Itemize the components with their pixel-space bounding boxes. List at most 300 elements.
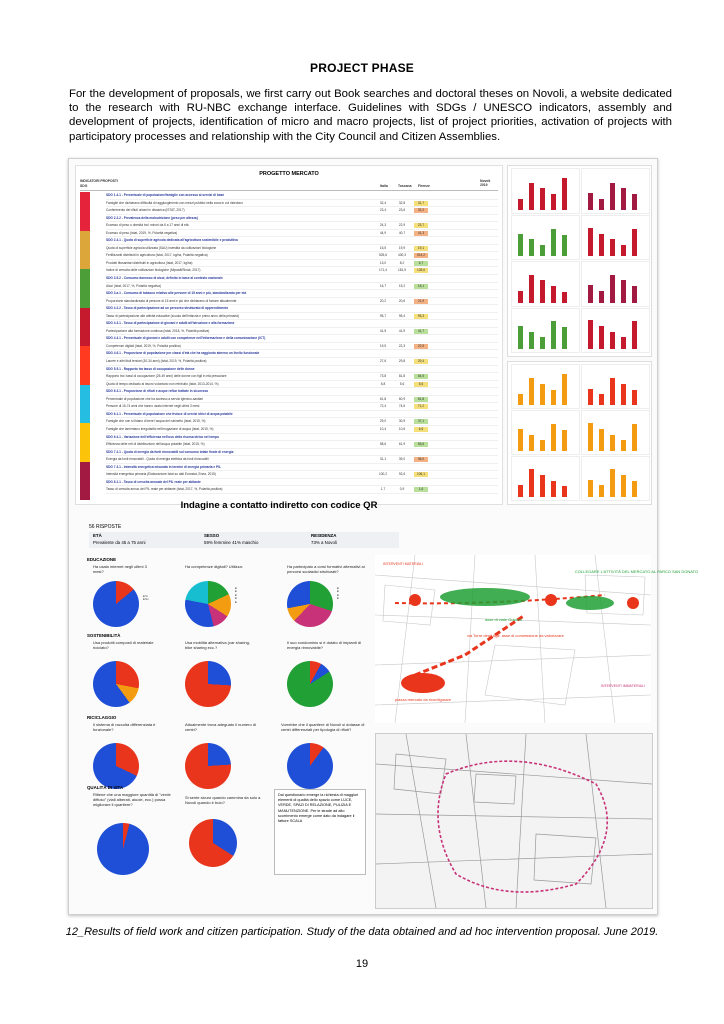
table-row bbox=[106, 328, 498, 336]
mini-bar bbox=[610, 435, 615, 451]
toscana-value: 430,3 bbox=[398, 253, 406, 258]
mini-bar bbox=[540, 245, 545, 256]
sdg-strip-segment bbox=[80, 192, 90, 231]
mini-chart bbox=[511, 261, 580, 307]
firenze-value: 95,3 bbox=[414, 314, 428, 319]
intervention-map-drawing bbox=[375, 555, 699, 723]
indicator-text: SDG 7.2.1 - Quota di energia da fonti rinnovabili sul consumo totale finale di energia bbox=[106, 449, 234, 454]
table-row bbox=[106, 479, 498, 487]
mini-bar bbox=[599, 485, 604, 497]
sdg-strip-segment bbox=[80, 385, 90, 424]
mini-bar bbox=[562, 292, 567, 303]
italia-value: 31,1 bbox=[379, 457, 387, 462]
indicator-text: Prodotti fitosanitari distribuiti in agricoltura (Istat, 2017, kg/ha) bbox=[106, 260, 193, 265]
table-row bbox=[106, 381, 498, 389]
toscana-value: 8,2 bbox=[399, 260, 405, 265]
italia-value: 10,4 bbox=[379, 426, 387, 431]
mini-bar bbox=[610, 378, 615, 405]
mini-bar bbox=[518, 199, 523, 210]
mini-bar bbox=[562, 235, 567, 256]
mini-bar bbox=[632, 194, 637, 210]
legend-internet: ■ Sì ■ No bbox=[143, 595, 149, 602]
toscana-value: 95,4 bbox=[398, 313, 406, 318]
mini-bar bbox=[632, 424, 637, 451]
age-label: ETÀ bbox=[93, 533, 102, 538]
firenze-value: 6,7 bbox=[414, 261, 428, 266]
sdg-charts-top bbox=[507, 165, 652, 357]
question-mobility: Usa mobilità alternativa (car sharing, bike sharing ecc.? bbox=[185, 640, 250, 650]
firenze-value: 71,2 bbox=[414, 404, 428, 409]
table-row bbox=[106, 418, 498, 426]
mini-chart bbox=[581, 261, 650, 307]
sdg-strip-segment bbox=[80, 269, 90, 308]
mini-bar bbox=[610, 332, 615, 349]
indicator-text: Intensità energetica primaria (Elaborazione Istat su dati Eurostat, Enea, 2015) bbox=[106, 472, 216, 477]
toscana-value: 5,6 bbox=[399, 381, 405, 386]
indicator-text: Fertilizzanti distribuiti in agricoltura (Istat, 2017, kg/ha, Polarità negativa) bbox=[106, 253, 208, 258]
firenze-value: 6,6 bbox=[414, 427, 428, 432]
italia-value: 58,6 bbox=[379, 442, 387, 447]
table-row bbox=[106, 298, 498, 306]
italia-value: 5,8 bbox=[380, 381, 386, 386]
mini-bar bbox=[621, 188, 626, 209]
col-sdg: SDG bbox=[80, 184, 88, 188]
pie-recycled bbox=[93, 661, 139, 707]
mini-bar bbox=[540, 188, 545, 209]
mini-bar bbox=[551, 229, 556, 256]
mini-bar bbox=[518, 485, 523, 497]
mini-bar bbox=[551, 321, 556, 349]
legend-digital: ■ ■ ■ ■ ■ bbox=[235, 587, 237, 604]
mini-bar bbox=[632, 229, 637, 256]
sdg-strip-segment bbox=[80, 423, 90, 462]
toscana-value: 181,5 bbox=[398, 268, 406, 273]
intervention-map bbox=[375, 555, 699, 723]
toscana-value: 0,9 bbox=[399, 487, 405, 492]
table-row bbox=[106, 403, 498, 411]
col-indicators: INDICATORI PROPOSTI bbox=[80, 179, 118, 183]
table-row bbox=[106, 260, 498, 268]
mini-bar bbox=[621, 440, 626, 451]
mini-bar bbox=[610, 469, 615, 497]
map-label-guidoni: asse di viale Guidoni bbox=[485, 617, 522, 622]
indicator-text: SDG 6.3.1 - Proporzione di rifiuti e acque reflue trattate in sicurezza bbox=[106, 389, 208, 394]
italia-value: 16,7 bbox=[379, 283, 387, 288]
pie-digital bbox=[185, 581, 231, 627]
mini-bar bbox=[540, 440, 545, 451]
mini-bar bbox=[621, 245, 626, 256]
table-row bbox=[106, 305, 498, 313]
indicator-text: Energia da fonti rinnovabili - Quota di energia elettrica da fonti rinnovabili bbox=[106, 457, 209, 462]
table-row bbox=[106, 335, 498, 343]
pie-courses bbox=[287, 581, 333, 627]
indicator-text: SDG 4.6.1 - Proporzione di popolazione per classi d'età che ha raggiunto almeno un livello funzionale bbox=[106, 351, 260, 356]
toscana-value: 60,9 bbox=[398, 396, 406, 401]
mini-bar bbox=[562, 327, 567, 349]
firenze-value: 36,0 bbox=[414, 457, 428, 462]
table-row bbox=[106, 320, 498, 328]
indicator-text: Percentuale di popolazione che ha accesso a servizi igienico-sanitari bbox=[106, 396, 204, 401]
mini-bar bbox=[621, 337, 626, 349]
question-energy: Il suo condominio si è dotato di impianti di energia rinnovabile? bbox=[287, 640, 362, 650]
indicator-text: Indice di crescita delle coltivazioni biologiche (Mipaaft/Sinab, 2017) bbox=[106, 268, 201, 273]
table-row bbox=[106, 245, 498, 253]
indicator-text: Eccesso di peso o obesità tra i minori da 6 a 17 anni di età bbox=[106, 223, 189, 228]
table-row bbox=[106, 222, 498, 230]
indicator-text: SDG 1.4.1 - Percentuale di popolazione/famiglie con accesso ai servizi di base bbox=[106, 193, 225, 197]
toscana-value: 29,8 bbox=[398, 359, 406, 364]
pie-mobility bbox=[185, 661, 231, 707]
mini-bar bbox=[551, 481, 556, 497]
demographics-bar bbox=[89, 532, 399, 548]
firenze-value: 19,1 bbox=[414, 246, 428, 251]
firenze-value: 41,7 bbox=[414, 329, 428, 334]
firenze-value: 1,6 bbox=[414, 487, 428, 492]
section-sustainability: SOSTENIBILITÀ bbox=[87, 633, 121, 638]
firenze-value: 5,6 bbox=[414, 382, 428, 387]
mini-bar bbox=[632, 321, 637, 349]
mini-chart bbox=[511, 215, 580, 261]
italia-value: 1,7 bbox=[380, 487, 386, 492]
map-label-connect: COLLEGARE L'ATTIVITÀ DEL MERCATO AL PARCO SAN DONATO bbox=[575, 569, 699, 574]
age-value: Prevalente da 45 a 75 anni bbox=[93, 540, 146, 545]
pie-green bbox=[97, 823, 149, 875]
indicator-text: SDG 3.5.2 - Consumo dannoso di alcol, definito in base al contesto nazionale bbox=[106, 276, 223, 281]
table-row bbox=[106, 434, 498, 442]
mini-bar bbox=[562, 430, 567, 451]
sdg-charts-mid bbox=[507, 361, 652, 505]
table-row bbox=[106, 200, 498, 208]
toscana-value: 22,9 bbox=[398, 223, 406, 228]
table-row bbox=[106, 313, 498, 321]
indicator-text: SDG 4.4.1 - Percentuale di giovani e adulti con competenze nell'informazione e della comunicazione (ICT) bbox=[106, 336, 266, 341]
aerial-map bbox=[375, 733, 653, 909]
sdg-color-strip bbox=[80, 192, 90, 500]
indicator-text: SDG 5.5.1 - Rapporto tra tasso di occupazione delle donne bbox=[106, 366, 195, 371]
firenze-value: 31,7 bbox=[414, 201, 428, 206]
mini-bar bbox=[588, 480, 593, 497]
indicator-text: SDG 7.3.1 - Intensità energetica misurata in termini di energia primaria e PIL bbox=[106, 464, 221, 469]
indicator-text: Alcol (Istat, 2017, %, Polarità negativa) bbox=[106, 283, 161, 288]
italia-value: 15,5 bbox=[379, 245, 387, 250]
aerial-map-drawing bbox=[376, 734, 652, 908]
mini-bar bbox=[518, 394, 523, 405]
firenze-value: 64,5 bbox=[414, 374, 428, 379]
survey-conclusion: Dal questionario emerge la richiesta di maggiori elementi di qualità dello spazio come LUCE, VERDE, SPAZI DI RELAZIONE, PULIZIA E MANUTENZIONE. Per le strade ad alto scorrimento emerge come dato da indagare il fattore SCALA bbox=[274, 789, 366, 875]
toscana-value: 15,2 bbox=[398, 283, 406, 288]
mini-bar bbox=[588, 389, 593, 405]
table-row bbox=[106, 343, 498, 351]
toscana-value: 20,6 bbox=[398, 298, 406, 303]
mini-bar bbox=[529, 469, 534, 497]
italia-value: 61,8 bbox=[379, 396, 387, 401]
table-row bbox=[106, 441, 498, 449]
indicator-text: Quota di superficie agricola utilizzata (SAU) investita da coltivazioni biologiche bbox=[106, 245, 217, 250]
toscana-value: 10,6 bbox=[398, 426, 406, 431]
question-courses: Ha partecipato a corsi formativi alternativi ai percorsi scolastici strutturati? bbox=[287, 564, 365, 574]
indicator-text: Quota di tempo dedicato al lavoro volontario non retribuito (Istat, 2013-2014, %) bbox=[106, 381, 219, 386]
mini-bar bbox=[599, 199, 604, 210]
mini-chart bbox=[581, 456, 650, 501]
section-education: EDUCAZIONE bbox=[87, 557, 117, 562]
firenze-value: 18,1 bbox=[414, 284, 428, 289]
sdg-strip-segment bbox=[80, 462, 90, 501]
mini-bar bbox=[610, 183, 615, 210]
italia-value: 13,0 bbox=[379, 260, 387, 265]
firenze-value: 61,8 bbox=[414, 397, 428, 402]
firenze-value: 106,1 bbox=[414, 472, 428, 477]
table-row bbox=[106, 207, 498, 215]
sdg-strip-segment bbox=[80, 308, 90, 347]
mini-chart bbox=[581, 410, 650, 455]
figure-panel bbox=[68, 158, 699, 915]
pie-differentiated bbox=[287, 743, 333, 789]
table-row bbox=[106, 471, 498, 479]
mini-bar bbox=[529, 332, 534, 349]
firenze-value: 37,1 bbox=[414, 419, 428, 424]
mini-bar bbox=[632, 286, 637, 303]
firenze-value: 55,6 bbox=[414, 442, 428, 447]
table-row bbox=[106, 456, 498, 464]
question-green: Ritiene che una maggiore quantità di "verde diffuso" (viali alberati, aiuole, ecc.) possa migliorare il quartiere? bbox=[93, 792, 171, 807]
indicator-text: Rapporto tra i tassi di occupazione (25-49 anni) delle donne con figli in età prescolare bbox=[106, 374, 227, 379]
table-rows bbox=[106, 192, 498, 500]
indicator-text: Efficienza delle reti di distribuzione dell'acqua potabile (Istat, 2015, %) bbox=[106, 442, 205, 447]
toscana-value: 61,9 bbox=[398, 442, 406, 447]
table-row bbox=[106, 230, 498, 238]
table-row bbox=[106, 396, 498, 404]
italia-value: 27,6 bbox=[379, 359, 387, 364]
toscana-value: 19,9 bbox=[398, 245, 406, 250]
indicator-text: SDG 3.a.1 - Consumo di tabacco relativo alle persone di 15 anni e più, standardizzato per età bbox=[106, 291, 247, 296]
table-row bbox=[106, 426, 498, 434]
indicator-text: Proporzione standardizzata di persone di 15 anni e più che dichiarano di fumare attualmente bbox=[106, 298, 237, 303]
indicator-text: Famiglie che non si fidano di bere l'acqua del rubinetto (Istat, 2019, %) bbox=[106, 419, 206, 424]
residence-value: 73% a Novoli bbox=[311, 540, 337, 545]
table-row bbox=[106, 290, 498, 298]
pie-waste-system bbox=[93, 743, 139, 789]
mini-chart bbox=[581, 215, 650, 261]
table-row bbox=[106, 358, 498, 366]
table-row bbox=[106, 252, 498, 260]
toscana-value: 40,7 bbox=[398, 230, 406, 235]
indicator-text: SDG 8.1.1 - Tasso di crescita annuale del PIL reale per abitante bbox=[106, 479, 201, 484]
mini-bar bbox=[540, 475, 545, 497]
market-table-title: PROGETTO MERCATO bbox=[259, 171, 319, 177]
italia-value: 24,3 bbox=[379, 223, 387, 228]
section-quality: QUALITÀ DI VITA bbox=[87, 785, 124, 790]
firenze-value: 128,6 bbox=[414, 268, 428, 273]
responses-count: 56 RISPOSTE bbox=[89, 524, 122, 530]
mini-chart bbox=[511, 168, 580, 214]
mini-bar bbox=[529, 239, 534, 256]
italia-value: 72,4 bbox=[379, 404, 387, 409]
firenze-value: 41,3 bbox=[414, 231, 428, 236]
indicator-text: SDG 4.2.2 - Tasso di partecipazione ad un percorso strutturato di apprendimento bbox=[106, 306, 229, 311]
mini-bar bbox=[599, 429, 604, 451]
mini-chart bbox=[511, 410, 580, 455]
question-internet: Ha usato internet negli ultimi 3 mesi? bbox=[93, 564, 147, 574]
firenze-value: 32,2 bbox=[414, 208, 428, 213]
toscana-value: 22,3 bbox=[398, 343, 406, 348]
table-row bbox=[106, 215, 498, 223]
pie-centers bbox=[185, 743, 231, 789]
pie-energy bbox=[287, 661, 333, 707]
mini-bar bbox=[529, 435, 534, 451]
table-row bbox=[106, 411, 498, 419]
mini-bar bbox=[588, 285, 593, 302]
mini-bar bbox=[632, 481, 637, 497]
indicator-text: Famiglie che lamentano irregolarità nell'erogazione di acqua (Istat, 2019, %) bbox=[106, 426, 214, 431]
mini-bar bbox=[632, 390, 637, 405]
question-recycled: Usa prodotti composti di materiale riciclato? bbox=[93, 640, 154, 650]
mini-chart bbox=[581, 308, 650, 354]
table-row bbox=[106, 283, 498, 291]
mini-bar bbox=[540, 337, 545, 349]
indicator-text: Eccesso di peso (Istat, 2019, %, Polarità negativa) bbox=[106, 230, 178, 235]
indicator-text: Competenze digitali (Istat, 2019, %, Polarità positiva) bbox=[106, 343, 181, 348]
mini-bar bbox=[588, 423, 593, 451]
sdg-strip-segment bbox=[80, 346, 90, 385]
indicator-text: SDG 2.4.1 - Quota di superficie agricola dedicata all'agricoltura sostenibile e produttiva bbox=[106, 238, 238, 243]
mini-bar bbox=[518, 326, 523, 349]
mini-chart bbox=[511, 456, 580, 501]
italia-value: 20,2 bbox=[379, 298, 387, 303]
mini-bar bbox=[588, 320, 593, 349]
italia-value: 95,7 bbox=[379, 313, 387, 318]
mini-bar bbox=[540, 384, 545, 405]
italia-value: 32,4 bbox=[379, 200, 387, 205]
firenze-value: 22,5 bbox=[414, 344, 428, 349]
italia-value: 19,5 bbox=[379, 343, 387, 348]
mini-bar bbox=[562, 374, 567, 405]
mini-bar bbox=[518, 429, 523, 451]
mini-bar bbox=[529, 183, 534, 210]
table-row bbox=[106, 373, 498, 381]
mini-bar bbox=[551, 286, 556, 303]
page-heading: PROJECT PHASE bbox=[310, 61, 414, 75]
indicator-text: SDG 4.3.1 - Tasso di partecipazione di giovani e adulti all'istruzione e alla formazione bbox=[106, 321, 235, 326]
mini-bar bbox=[551, 194, 556, 210]
mini-chart bbox=[511, 364, 580, 409]
survey-title: Indagine a contatto indiretto con codice QR bbox=[180, 500, 378, 511]
italia-value: 23,4 bbox=[379, 208, 387, 213]
mini-bar bbox=[599, 291, 604, 303]
question-centers: Attualmente trova adeguato il numero di centri? bbox=[185, 722, 256, 732]
toscana-value: 92,6 bbox=[398, 472, 406, 477]
question-safety: Si sente sicuro quando cammina da solo a Novoli quando è buio? bbox=[185, 795, 261, 805]
mini-chart bbox=[581, 364, 650, 409]
indicator-text: SDG 2.2.2 - Prevalenza della malnutrizione (peso per altezza) bbox=[106, 215, 198, 220]
mini-chart bbox=[581, 168, 650, 214]
toscana-value: 30,9 bbox=[398, 419, 406, 424]
indicator-text: Lauree e altri titoli terziari (30-34 anni) (Istat, 2019, %, Polarità positiva) bbox=[106, 359, 207, 364]
mini-bar bbox=[562, 178, 567, 210]
pie-internet bbox=[93, 581, 139, 627]
map-label-immaterial: INTERVENTI IMMATERIALI bbox=[601, 684, 645, 688]
mini-bar bbox=[540, 280, 545, 302]
toscana-value: 41,9 bbox=[398, 328, 406, 333]
indicator-text: Famiglie che dichiarano difficoltà di raggiungimento con mezzi pubblici nella zona in cui risiedono bbox=[106, 200, 243, 205]
indicator-text: SDG 6.1.1 - Percentuale di popolazione che fruisce di servizi idrici di acqua potabile bbox=[106, 411, 233, 416]
firenze-value: 514,2 bbox=[414, 253, 428, 258]
toscana-value: 74,6 bbox=[398, 404, 406, 409]
indicator-text: Conferimento dei rifiuti urbani in discarica (ISTAT, 2017) bbox=[106, 208, 185, 213]
market-table bbox=[75, 165, 503, 505]
mini-bar bbox=[610, 275, 615, 303]
firenze-value: 21,9 bbox=[414, 299, 428, 304]
map-label-square: piazza mercato da riconfigurare bbox=[395, 697, 452, 702]
table-row bbox=[106, 449, 498, 457]
pie-safety bbox=[189, 819, 237, 867]
mini-bar bbox=[588, 193, 593, 210]
indicator-text: SDG 6.4.1 - Variazione dell'efficienza nell'uso della risorsa idrica nel tempo bbox=[106, 434, 219, 439]
table-row bbox=[106, 366, 498, 374]
italia-value: 73,8 bbox=[379, 374, 387, 379]
table-row bbox=[106, 275, 498, 283]
italia-value: 29,0 bbox=[379, 419, 387, 424]
toscana-value: 23,6 bbox=[398, 208, 406, 213]
mini-bar bbox=[599, 234, 604, 256]
mini-bar bbox=[610, 239, 615, 256]
italia-value: 44,9 bbox=[379, 230, 387, 235]
sex-value: 59% femmine 41% maschio bbox=[204, 540, 259, 545]
map-label-material: INTERVENTI MATERIALI bbox=[383, 562, 423, 566]
mini-bar bbox=[529, 275, 534, 303]
table-row bbox=[106, 486, 498, 494]
mini-bar bbox=[621, 280, 626, 302]
indicator-text: Tasso di partecipazione alle attività educative (scuola dell'infanzia e primo anno della primaria) bbox=[106, 313, 239, 318]
table-header bbox=[80, 178, 498, 191]
question-digital: Ha competenze digitali? Utilizza: bbox=[185, 564, 243, 569]
mini-bar bbox=[562, 486, 567, 497]
indicator-text: Tasso di crescita annuo del PIL reale per abitante (Istat, 2017, %, Polarità positiva) bbox=[106, 487, 223, 492]
firenze-value: 23,7 bbox=[414, 223, 428, 228]
italia-value: 100,2 bbox=[379, 472, 387, 477]
page-number: 19 bbox=[355, 958, 369, 970]
indicator-text: Persone di 15-74 anni che hanno usato internet negli ultimi 3 mesi bbox=[106, 404, 200, 409]
sdg-strip-segment bbox=[80, 231, 90, 270]
legend-courses: ■ ■ ■ ■ bbox=[337, 587, 339, 601]
col-firenze: Firenze bbox=[418, 184, 430, 188]
table-row bbox=[106, 350, 498, 358]
table-row bbox=[106, 192, 498, 200]
mini-bar bbox=[551, 390, 556, 405]
col-toscana: Toscana bbox=[398, 184, 412, 188]
mini-bar bbox=[621, 384, 626, 405]
toscana-value: 32,8 bbox=[398, 200, 406, 205]
mini-bar bbox=[599, 326, 604, 349]
mini-bar bbox=[621, 475, 626, 497]
italia-value: 41,5 bbox=[379, 328, 387, 333]
mini-bar bbox=[551, 424, 556, 451]
map-label-axis: via Torre degli Agli: asse di connessione da valorizzare bbox=[467, 633, 564, 638]
table-row bbox=[106, 388, 498, 396]
figure-caption: 12_Results of field work and citizen participation. Study of the data obtained and ad hoc intervention proposal. June 2019. bbox=[65, 926, 659, 938]
mini-bar bbox=[518, 234, 523, 256]
toscana-value: 39,0 bbox=[398, 457, 406, 462]
col-italia: Italia bbox=[380, 184, 388, 188]
col-novoli: Novoli 2019 bbox=[480, 179, 491, 187]
indicator-text: Partecipazione alla formazione continua (Istat, 2018, %, Polarità positiva) bbox=[106, 328, 210, 333]
firenze-value: 29,4 bbox=[414, 359, 428, 364]
mini-bar bbox=[529, 378, 534, 405]
table-row bbox=[106, 267, 498, 275]
mini-bar bbox=[518, 291, 523, 303]
question-differentiated: Vorrebbe che il quartiere di Novoli si dotasse di centri differenziati per tipologia di rifiuti? bbox=[281, 722, 365, 732]
italia-value: 525,6 bbox=[379, 253, 387, 258]
mini-bar bbox=[588, 228, 593, 256]
